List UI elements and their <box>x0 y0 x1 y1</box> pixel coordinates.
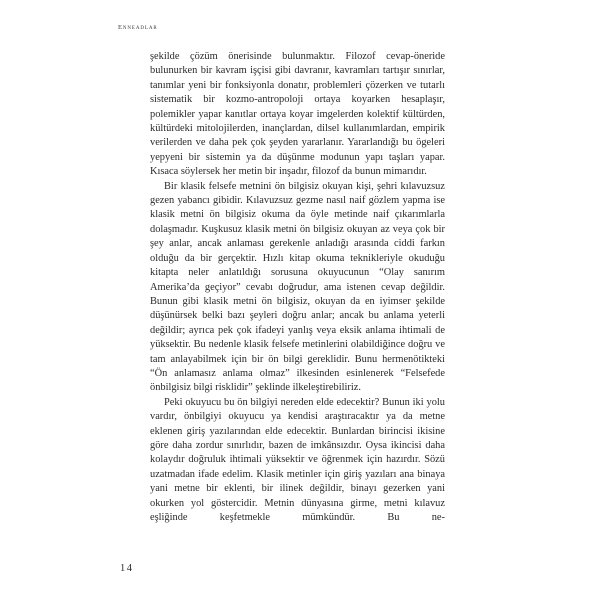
page-number: 14 <box>120 563 134 574</box>
paragraph-3: Peki okuyucu bu ön bilgiyi nereden elde edecektir? Bunun iki yolu vardır, önbilgiyi okuyucu ya kendisi araştıracaktır ya da metne eklenen giriş yazılarından elde edecektir. Bunlardan birincisi ikisine göre daha zordur sınırlıdır, bazen de imkânsızdır. Oysa ikincisi daha kolaydır doğruluk ihtimali yüksektir ve öğrenmek için hazırdır. Sözü uzatmadan ifade edelim. Klasik metinler için giriş yazıları ana binaya yani metne bir eklenti, bir ilinek değildir, binayı gezerken yani okurken yol göstercidir. Metnin dünyasına girme, metni kılavuz eşliğinde keşfetmekle mümkündür. Bu ne- <box>150 396 445 523</box>
running-head: Enneadlar <box>118 24 158 31</box>
paragraph-1: şekilde çözüm önerisinde bulunmaktır. Filozof cevap-öneride bulunurken bir kavram işçisi gibi davranır, kavramları tartışır sınırlar, tanımlar yeni bir fonksiyonla donatır, problemleri çözerken ve tutarlı sistematik bir kozmo-antropoloji ortaya koyarken hesaplaşır, polemikler yapar kanıtlar ortaya koyar imgelerden kolektif kültürden, kültürdeki mitolojilerden, inançlardan, dilsel kullanımlardan, empirik verilerden ve daha pek çok şeyden yararlanır. Yararlandığı bu ögeleri yepyeni bir sistemin ya da düşünme modunun yapı taşları yapar. Kısaca söylersek her metin bir inşadır, filozof da bunun mimarıdır. <box>150 51 445 178</box>
paragraph-2: Bir klasik felsefe metnini ön bilgisiz okuyan kişi, şehri kılavuzsuz gezen yabancı gibidir. Kılavuzsuz gezme nasıl naif gözlem yapma ise klasik metni ön bilgisiz okuma da öyle metinde naif çıkarımlarla dolaşmadır. Kuşkusuz klasik metni ön bilgisiz okuyan az veya çok bir şey anlar, ancak anlaması gerekenle anladığı arasında ciddi farkın olduğu da bir gerçektir. Hızlı kitap okuma teknikleriyle okuduğu kitapta neler anlatıldığı sorusuna okuyucunun “Olay sanırım Amerika’da geçiyor” cevabı doğrudur, ama istenen cevap değildir. Bunun gibi klasik metni ön bilgisiz, okuyan da en iyimser şekilde düşünürsek belki bazı şeyleri doğru anlar; ancak bu anlama yeterli değildir; ayrıca pek çok ifadeyi yanlış veya eksik anlama ihtimali de yüksektir. Bu nedenle klasik felsefe metinlerini olabildiğince doğru ve tam anlayabilmek için bir ön bilgi gereklidir. Bunu hermenötikteki “Ön anlamasız anlama olmaz” ilkesinden esinlenerek “Felsefede önbilgisiz bilgi risklidir” şeklinde ilkeleştirebiliriz. <box>150 180 445 394</box>
body-text <box>150 50 445 525</box>
